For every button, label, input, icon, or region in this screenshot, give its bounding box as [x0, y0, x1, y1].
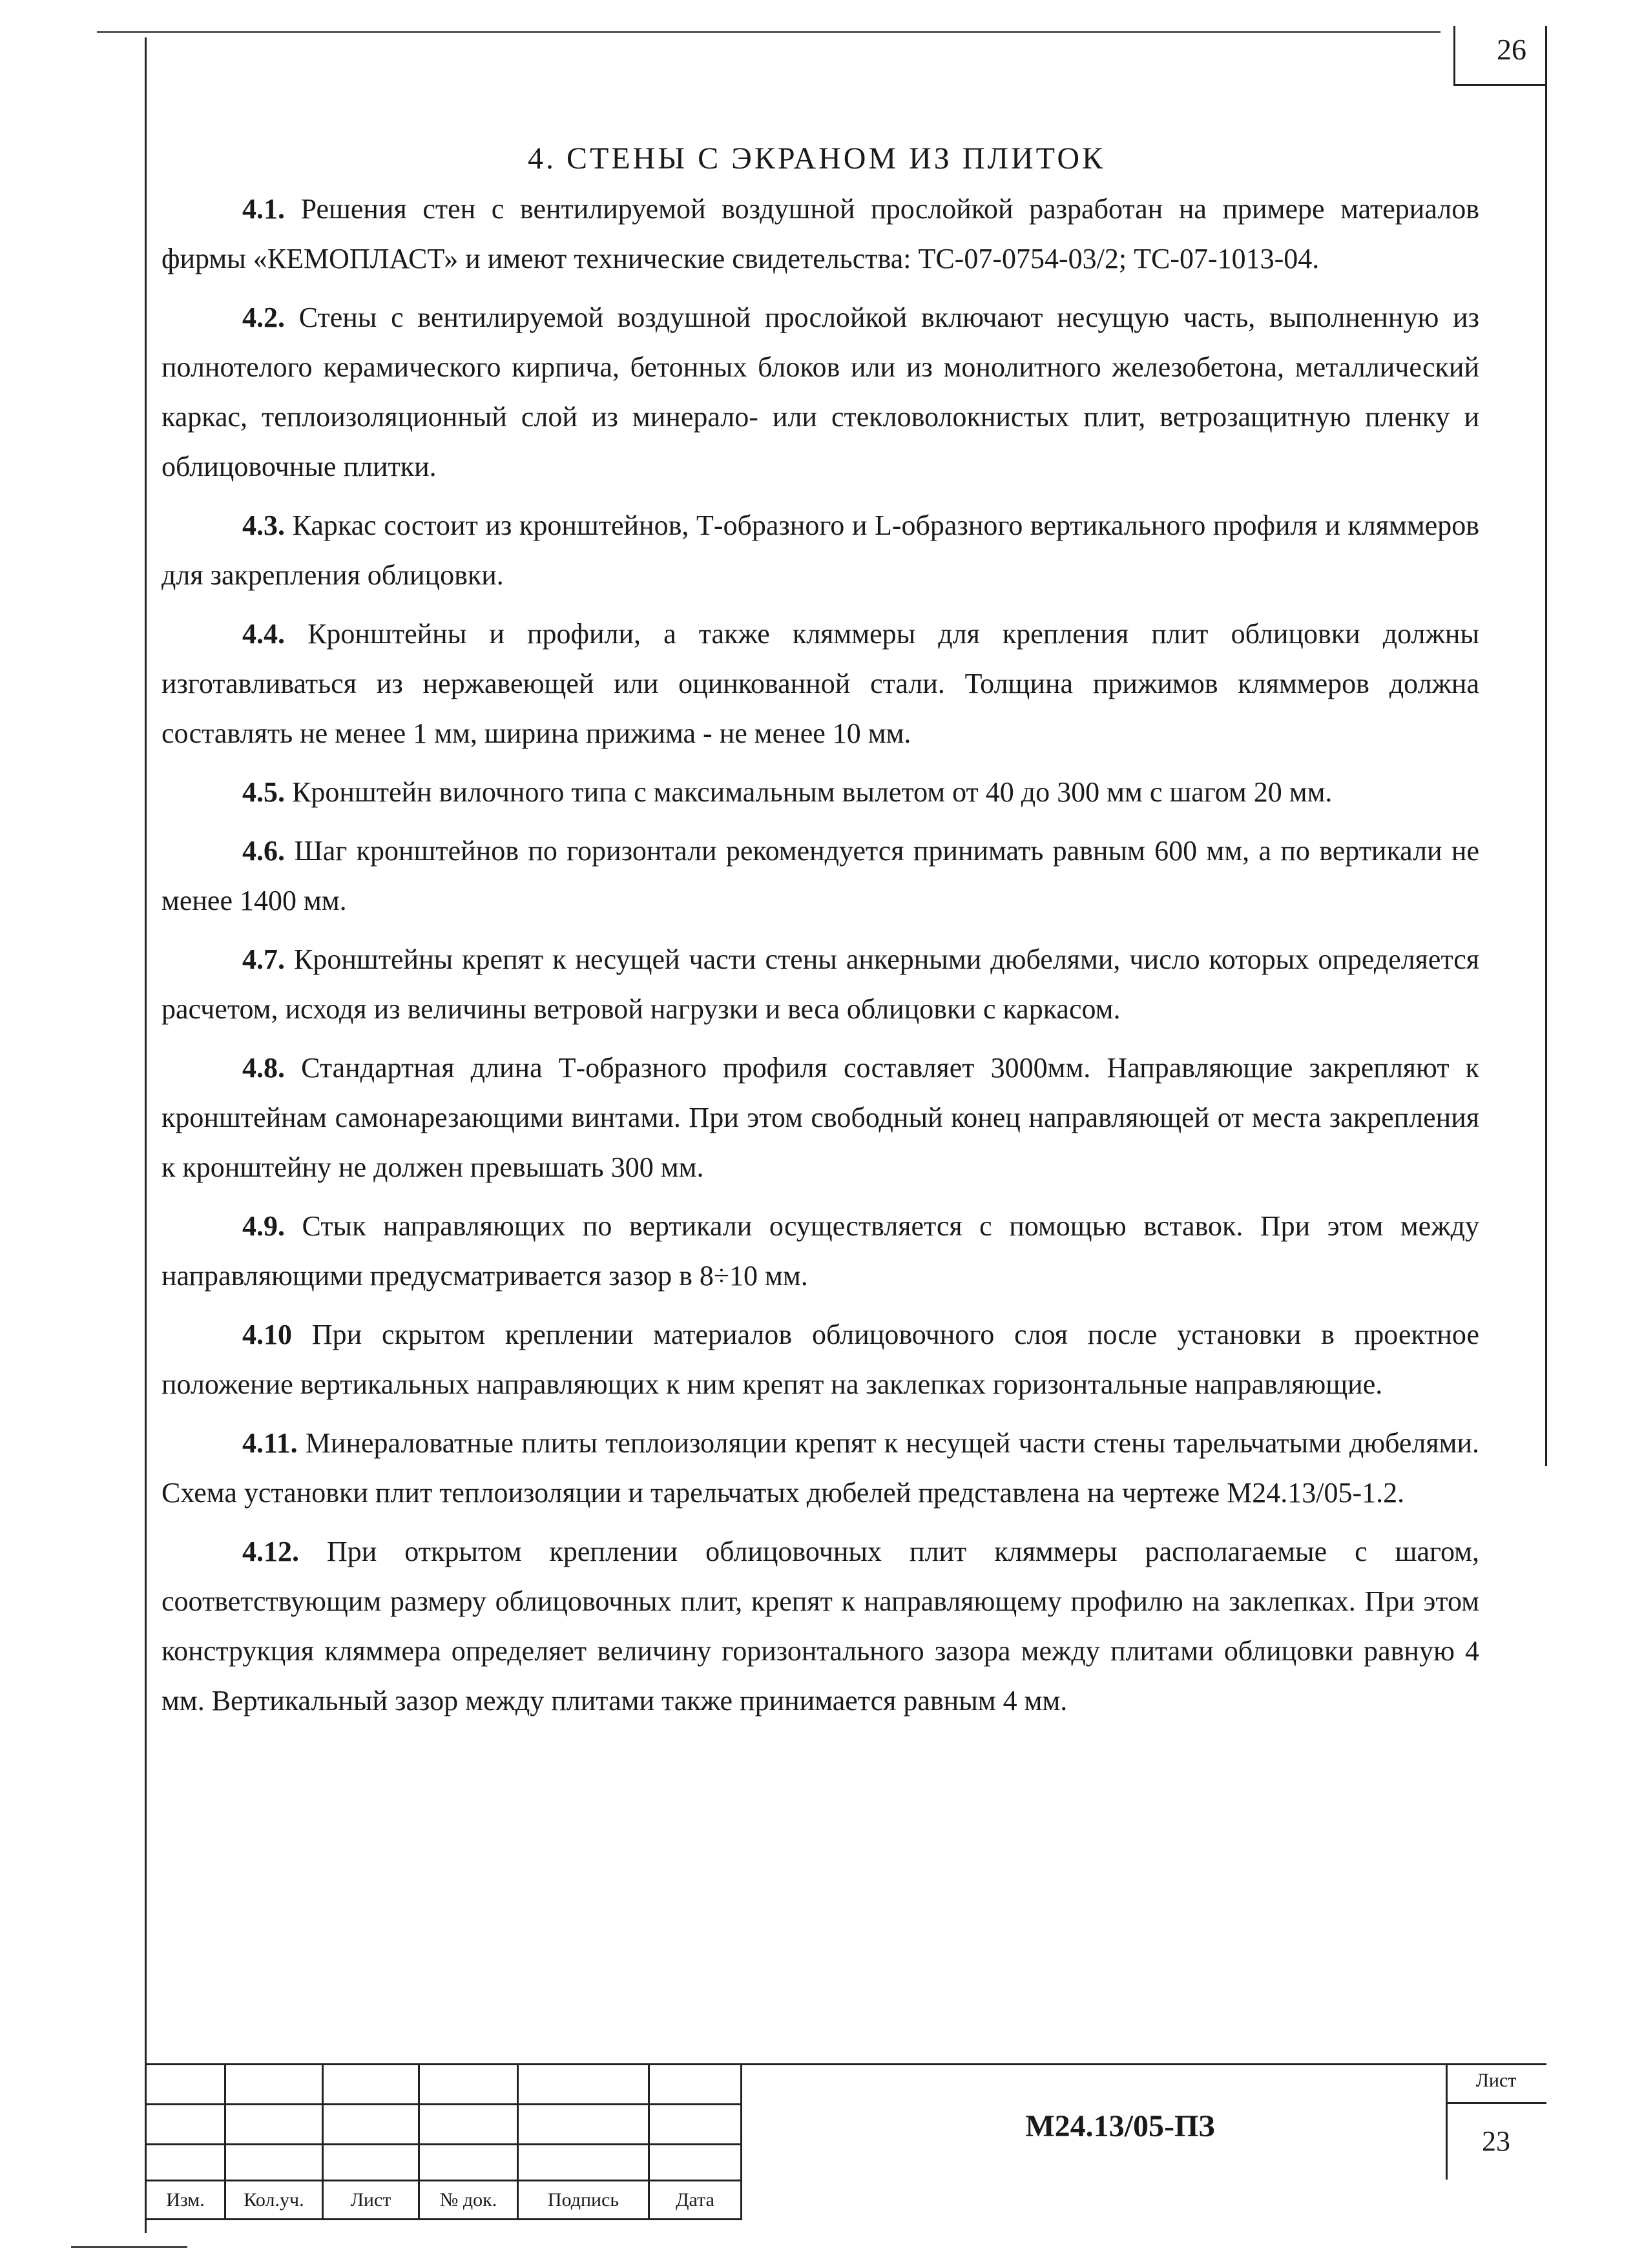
paragraph-number: 4.9.: [242, 1210, 285, 1242]
page-number-box: [1453, 26, 1546, 86]
paragraph-number: 4.8.: [242, 1052, 285, 1084]
frame-left-line: [145, 37, 147, 2233]
paragraph: [161, 293, 1479, 491]
paragraph-text: Стык направляющих по вертикали осуществляется с помощью вставок. При этом между направляющими предусматривается зазор в 8÷10 мм.: [161, 1210, 1479, 1292]
col-izm: Изм.: [146, 2181, 225, 2220]
paragraph-number: 4.2.: [242, 302, 285, 333]
paragraph-number: 4.6.: [242, 835, 285, 867]
paragraph: [161, 1201, 1479, 1301]
paragraph-text: При открытом креплении облицовочных плит кляммеры располагаемые с шагом, соответствующим размеру облицовочных плит, крепят к направляющему профилю на заклепках. При этом конструкция кляммера определяет величину горизонтального зазора между плитами облицовки равную 4 мм. Вертикальный зазор между плитами также принимается равным 4 мм.: [161, 1536, 1479, 1716]
paragraph-number: 4.5.: [242, 776, 285, 808]
section-heading: 4. СТЕНЫ С ЭКРАНОМ ИЗ ПЛИТОК: [527, 141, 1106, 176]
paragraph: [161, 184, 1479, 284]
col-doc-num: № док.: [419, 2181, 518, 2220]
paragraph-number: 4.3.: [242, 510, 285, 541]
paragraph-text: Стены с вентилируемой воздушной прослойкой включают несущую часть, выполненную из полнотелого керамического кирпича, бетонных блоков или из монолитного железобетона, металлический каркас, теплоизоляционный слой из минерало- или стекловолокнистых плит, ветрозащитную пленку и облицовочные плитки.: [161, 302, 1479, 482]
paragraph-text: Стандартная длина Т-образного профиля составляет 3000мм. Направляющие закрепляют к кронштейнам самонарезающими винтами. При этом свободный конец направляющей от места закрепления к кронштейну не должен превышать 300 мм.: [161, 1052, 1479, 1183]
col-date: Дата: [649, 2181, 742, 2220]
paragraph: [161, 1527, 1479, 1726]
paragraph: [161, 1310, 1479, 1409]
frame-top-line: [97, 31, 1441, 33]
paragraph-number: 4.12.: [242, 1536, 299, 1567]
col-signature: Подпись: [518, 2181, 649, 2220]
title-block: [145, 2063, 1546, 2231]
stray-line: [71, 2246, 187, 2248]
paragraph-text: Кронштейн вилочного типа с максимальным вылетом от 40 до 300 мм с шагом 20 мм.: [285, 776, 1333, 808]
paragraph-number: 4.7.: [242, 943, 285, 975]
sheet-cell-divider: [1446, 2102, 1546, 2104]
col-list: Лист: [323, 2181, 419, 2220]
revision-table: [145, 2063, 742, 2220]
paragraph-number: 4.1.: [242, 193, 285, 225]
sheet-number: 23: [1482, 2125, 1510, 2157]
paragraph: [161, 934, 1479, 1034]
paragraph-text: При скрытом креплении материалов облицовочного слоя после установки в проектное положение вертикальных направляющих к ним крепят на заклепках горизонтальные направляющие.: [161, 1319, 1479, 1400]
paragraph-number: 4.10: [242, 1319, 292, 1350]
sheet-label: Лист: [1475, 2070, 1517, 2091]
paragraph: [161, 826, 1479, 925]
paragraph: [161, 767, 1479, 817]
paragraph-text: Кронштейны и профили, а также кляммеры для крепления плит облицовки должны изготавливаться из нержавеющей или оцинкованной стали. Толщина прижимов кляммеров должна составлять не менее 1 мм, ширина прижима - не менее 10 мм.: [161, 618, 1479, 749]
paragraph-number: 4.4.: [242, 618, 285, 650]
document-body: [161, 184, 1479, 1735]
paragraph-number: 4.11.: [242, 1427, 298, 1459]
paragraph: [161, 1043, 1479, 1192]
paragraph-text: Шаг кронштейнов по горизонтали рекомендуется принимать равным 600 мм, а по вертикали не менее 1400 мм.: [161, 835, 1479, 916]
paragraph-text: Каркас состоит из кронштейнов, Т-образного и L-образного вертикального профиля и кляммеров для закрепления облицовки.: [161, 510, 1479, 591]
paragraph: [161, 609, 1479, 758]
paragraph: [161, 1418, 1479, 1518]
paragraph-text: Решения стен с вентилируемой воздушной прослойкой разработан на примере материалов фирмы «КЕМОПЛАСТ» и имеют технические свидетельства: ТС-07-0754-03/2; ТС-07-1013-04.: [161, 193, 1479, 274]
col-kol-uch: Кол.уч.: [225, 2181, 323, 2220]
paragraph-text: Минераловатные плиты теплоизоляции крепят к несущей части стены тарельчатыми дюбелями. Схема установки плит теплоизоляции и тарельчатых дюбелей представлена на чертеже М24.13/05-1.2.: [161, 1427, 1479, 1509]
paragraph-text: Кронштейны крепят к несущей части стены анкерными дюбелями, число которых определяется расчетом, исходя из величины ветровой нагрузки и веса облицовки с каркасом.: [161, 943, 1479, 1025]
frame-right-line: [1545, 26, 1547, 1466]
paragraph: [161, 500, 1479, 600]
page-number: 26: [1497, 33, 1526, 66]
document-code: М24.13/05-ПЗ: [1025, 2109, 1215, 2143]
